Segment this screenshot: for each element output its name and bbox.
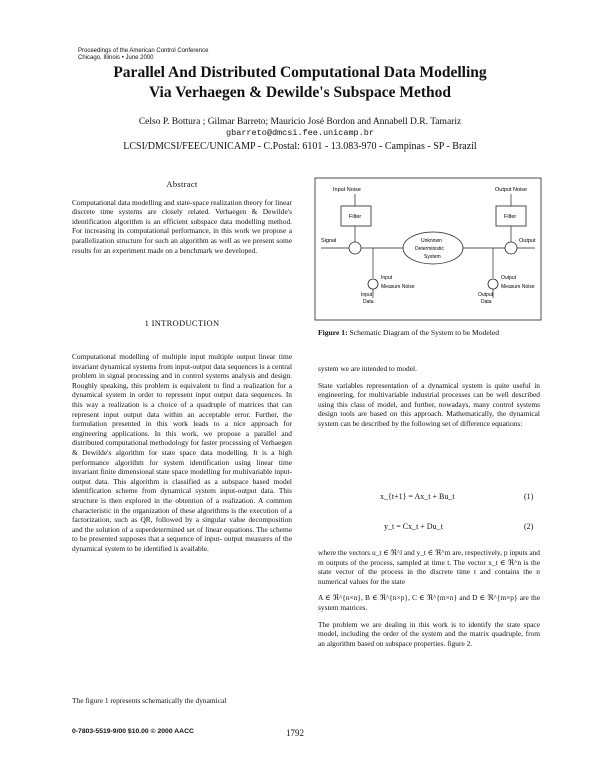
- filter-right-label: Filter: [504, 214, 517, 220]
- input-data-label-1: Input: [361, 292, 373, 298]
- input-noise-label: Input Noise: [333, 187, 361, 193]
- right-paragraph-2: where the vectors u_t ∈ ℜ^l and y_t ∈ ℜ^m are, respectively, p inputs and m outputs of the process, sampled at time t. The vector x_t ∈ ℜ^n is the state vector of the process in the discrete time t and contains the n numerical values for the state: [318, 548, 540, 586]
- paper-title-line-1: Parallel And Distributed Computational Data Modelling: [113, 64, 487, 81]
- output-noise-label: Output Noise: [495, 187, 528, 193]
- equation-2-number: (2): [524, 522, 534, 531]
- output-measure-label: Output: [501, 275, 517, 281]
- filter-left-label: Filter: [349, 214, 362, 220]
- input-data-label-2: Data: [363, 299, 374, 305]
- right-column-text-2: [318, 548, 540, 655]
- output-data-label-2: Data: [481, 299, 492, 305]
- right-column-text: [318, 364, 540, 436]
- affiliation: LCSI/DMCSI/FEEC/UNICAMP - C.Postal: 6101 - 13.083-970 - Campinas - SP - Brazil: [123, 141, 477, 152]
- system-label-1: Unknown: [421, 238, 442, 244]
- equation-1: x_{t+1} = Ax_t + Bu_t: [380, 492, 455, 501]
- input-measure-sum: [368, 279, 378, 289]
- abstract-heading: Abstract: [166, 179, 198, 189]
- figure-caption-label: Figure 1:: [318, 328, 348, 337]
- output-data-label-1: Output: [478, 292, 494, 298]
- sum-right: [505, 242, 517, 254]
- proceedings-name: Proceedings of the American Control Conference: [78, 48, 209, 54]
- page-number: 1792: [286, 728, 304, 738]
- system-label-3: System: [424, 254, 441, 260]
- signal-label: Signal: [321, 238, 337, 244]
- email: gbarreto@dmcsi.fee.unicamp.br: [226, 128, 374, 138]
- equation-1-number: (1): [524, 492, 534, 501]
- figure-1: [313, 176, 543, 322]
- output-label: Output: [519, 238, 536, 244]
- output-measure-sum: [488, 279, 498, 289]
- input-measure-label: Input: [381, 275, 393, 281]
- equation-2: y_t = Cx_t + Du_t: [384, 522, 443, 531]
- sum-left: [349, 242, 361, 254]
- introduction-paragraph-2: The figure 1 represents schematically the dynamical: [72, 696, 227, 705]
- right-paragraph-0: system we are intended to model.: [318, 364, 417, 373]
- introduction-heading: 1 INTRODUCTION: [144, 318, 220, 328]
- footer-isbn: 0-7803-5519-9/00 $10.00 © 2000 AACC: [72, 728, 194, 735]
- introduction-section: [72, 352, 292, 560]
- figure-caption-text: Schematic Diagram of the System to be Modeled: [349, 328, 500, 337]
- right-paragraph-3: A ∈ ℜ^{n×n}, B ∈ ℜ^{n×p}, C ∈ ℜ^{m×n} and D ∈ ℜ^{m×p} are the system matrices.: [318, 593, 540, 612]
- proceedings-location: Chicago, Illinois • June 2000: [78, 55, 154, 61]
- proceedings-header: [78, 48, 208, 62]
- abstract-text: Computational data modelling and state-space realization theory for linear discrete time systems are closely related. Verhaegen & Dewilde's identification algorithm is an efficient subspace data modelling method. For increasing its computational performance, in this work we propose a parallelization structure for such an algorithm as well as we present some results for an experiment made on a benchmark we developed.: [72, 197, 292, 255]
- output-measure-noise-label: Measure Noise: [501, 284, 535, 290]
- figure-caption: [318, 328, 540, 338]
- paper-title-line-2: Via Verhaegen & Dewilde's Subspace Method: [148, 84, 452, 101]
- authors: Celso P. Bottura ; Gilmar Barreto; Mauricio José Bordon and Annabell D.R. Tamariz: [138, 117, 462, 127]
- system-label-2: Deterministic: [415, 246, 444, 252]
- abstract-section: [72, 180, 292, 262]
- schematic-diagram: [313, 176, 543, 322]
- right-paragraph-4: The problem we are dealing in this work is to identify the state space model, including the order of the system and the matrix quadruple, from an algorithm based on subspace properties. figure 2.: [318, 619, 540, 648]
- right-paragraph-1: State variables representation of a dynamical system is quite useful in engineering, for multivariable industrial processes can be well described using this class of model, and further, nowadays, many control systems design tools are based on this approach. Mathematically, the dynamical system can be described by the following set of difference equations:: [318, 380, 540, 428]
- introduction-paragraph-1: Computational modelling of multiple input multiple output linear time invariant dynamical systems from input-output data sequences is a central problem in signal processing and in control systems analysis and design. Roughly speaking, this problem is equivalent to find a realization for a dynamical system in order to represent input output data sequences. In this way a realization is a choice of a quadruple of matrices that can represent input output data within an acceptable error. Further, the formulation presented in this work leads to a nice approach for engineering applications. In this work, we propose a parallel and distributed computational methodology for faster processing of Verhaegen & Dewilde's algorithm for state space data modelling. It is a high performance algorithm for system identification using linear time invariant finite dimensional state space modelling for multivariable input-output data. This algorithm is classified as a subspace based model identification scheme from dynamical system input-output data. This structure is then explored in the obtention of a realization. A common characteristic in the organization of these algorithms is the execution of a factorization, such as QR, followed by a singular value decomposition and the solution of a superdetermined set of linear equations. The scheme to be presented supposes that a sequence of input- output measures of the dynamical system to be identified is available.: [72, 352, 292, 553]
- input-measure-noise-label: Measure Noise: [381, 284, 415, 290]
